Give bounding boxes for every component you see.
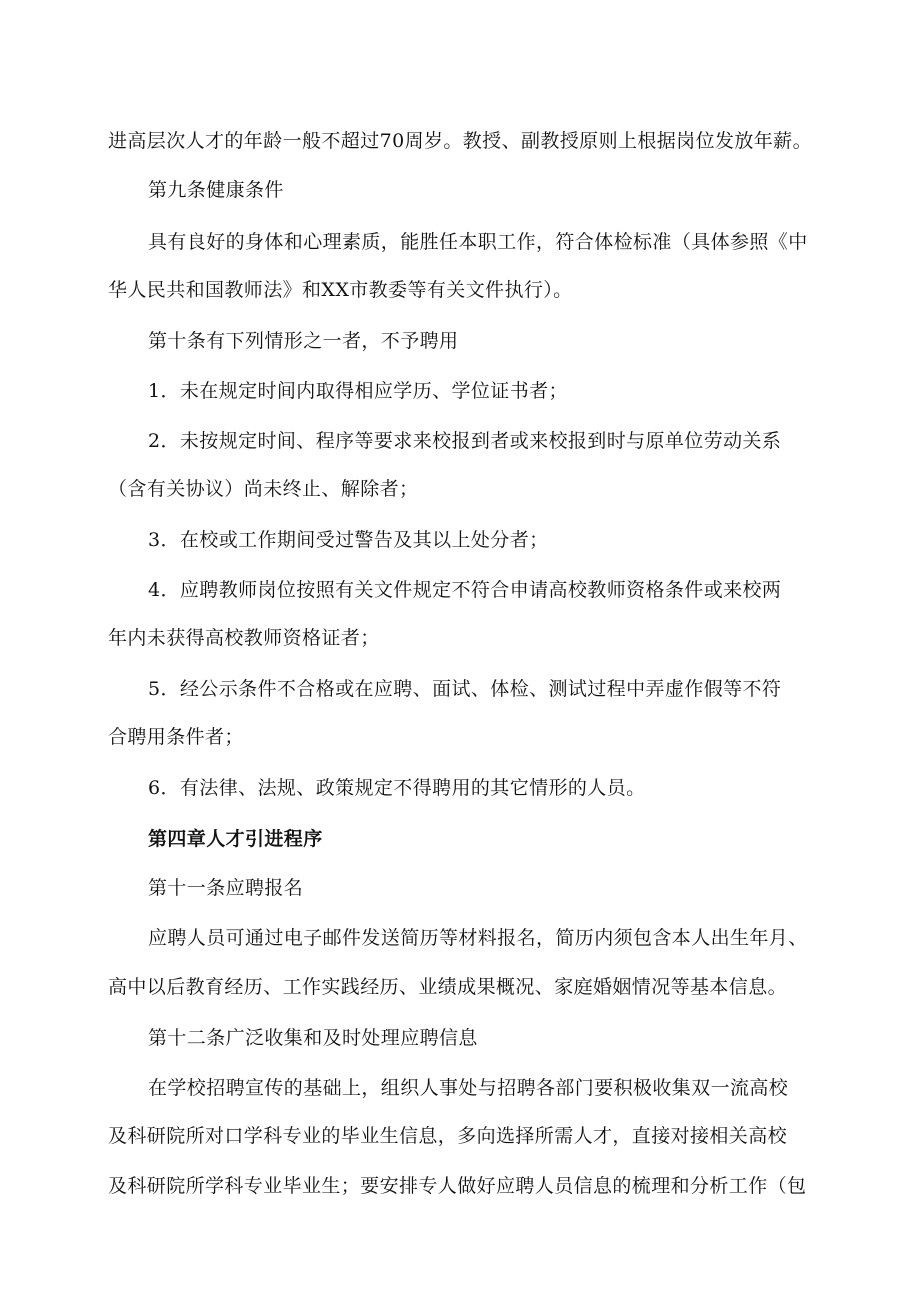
article-11-heading: 第十一条应聘报名 xyxy=(148,877,304,899)
article-9-heading: 第九条健康条件 xyxy=(148,179,284,201)
paragraph-continuation: 进高层次人才的年龄一般不超过70周岁。教授、副教授原则上根据岗位发放年薪。 xyxy=(108,130,812,152)
article-9-text-line-1: 具有良好的身体和心理素质，能胜任本职工作，符合体检标准（具体参照《中 xyxy=(148,231,808,253)
article-12-heading: 第十二条广泛收集和及时处理应聘信息 xyxy=(148,1027,478,1049)
list-item-2-line-2: （含有关协议）尚未终止、解除者； xyxy=(108,478,419,500)
list-item-2-line-1: 2．未按规定时间、程序等要求来校报到者或来校报到时与原单位劳动关系 xyxy=(148,430,782,452)
list-item-5-line-1: 5．经公示条件不合格或在应聘、面试、体检、测试过程中弄虚作假等不符 xyxy=(148,678,782,700)
article-10-heading: 第十条有下列情形之一者，不予聘用 xyxy=(148,330,459,352)
article-9-text-line-2: 华人民共和国教师法》和XX市教委等有关文件执行）。 xyxy=(108,279,573,301)
article-12-text-line-2: 及科研院所对口学科专业的毕业生信息，多向选择所需人才，直接对接相关高校 xyxy=(108,1125,788,1147)
chapter-4-heading: 第四章人才引进程序 xyxy=(148,828,323,850)
article-12-text-line-1: 在学校招聘宣传的基础上，组织人事处与招聘各部门要积极收集双一流高校 xyxy=(148,1077,789,1099)
list-item-6: 6．有法律、法规、政策规定不得聘用的其它情形的人员。 xyxy=(148,777,646,799)
list-item-1: 1．未在规定时间内取得相应学历、学位证书者； xyxy=(148,380,568,402)
article-11-text-line-2: 高中以后教育经历、工作实践经历、业绩成果概况、家庭婚姻情况等基本信息。 xyxy=(108,976,788,998)
article-12-text-line-3: 及科研院所学科专业毕业生；要安排专人做好应聘人员信息的梳理和分析工作（包 xyxy=(108,1175,807,1197)
list-item-4-line-1: 4．应聘教师岗位按照有关文件规定不符合申请高校教师资格条件或来校两 xyxy=(148,579,782,601)
list-item-4-line-2: 年内未获得高校教师资格证者； xyxy=(108,627,380,649)
list-item-5-line-2: 合聘用条件者； xyxy=(108,726,244,748)
list-item-3: 3．在校或工作期间受过警告及其以上处分者； xyxy=(148,529,549,551)
article-11-text-line-1: 应聘人员可通过电子邮件发送简历等材料报名，简历内须包含本人出生年月、 xyxy=(148,927,808,949)
